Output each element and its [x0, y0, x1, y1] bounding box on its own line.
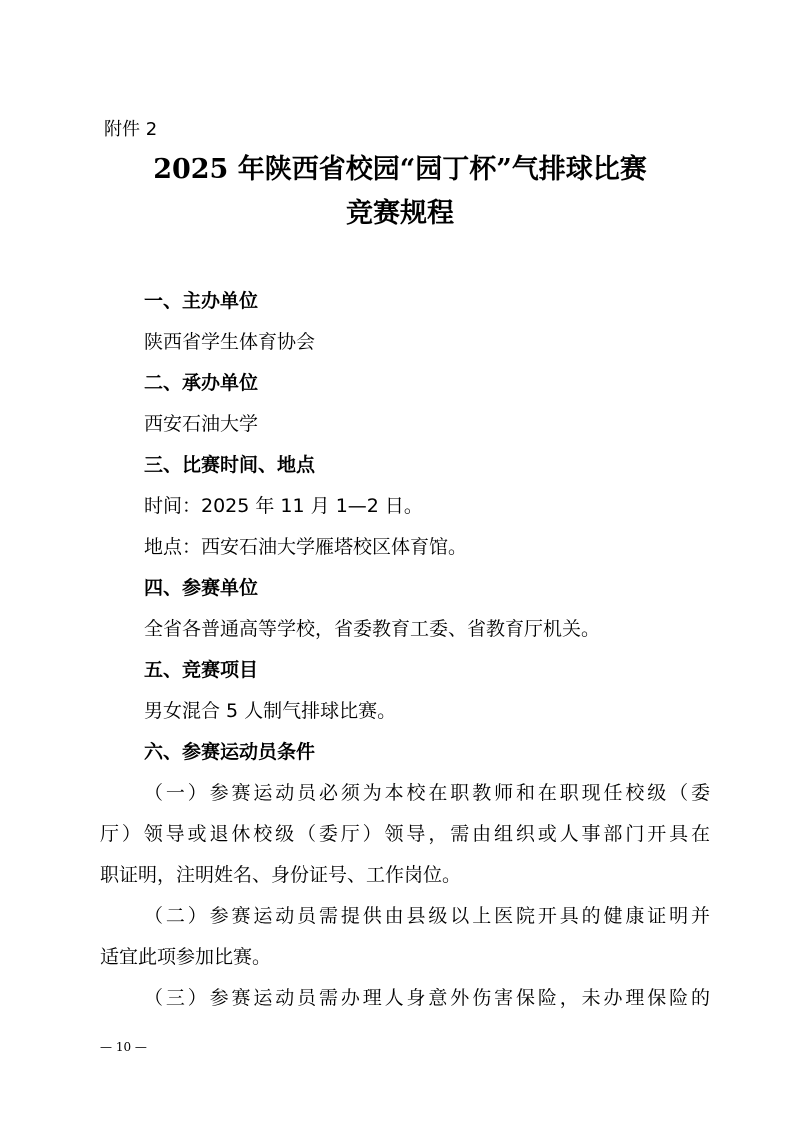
- attachment-label: 附件 2: [104, 119, 158, 140]
- section-text-participants: 全省各普通高等学校，省委教育工委、省教育厅机关。: [144, 618, 601, 640]
- condition-1-line-1: （一）参赛运动员必须为本校在职教师和在职现任校级（委: [144, 782, 710, 804]
- condition-1-line-3: 职证明，注明姓名、身份证号、工作岗位。: [100, 864, 462, 886]
- condition-1-line-2: 厅）领导或退休校级（委厅）领导，需由组织或人事部门开具在: [100, 823, 710, 845]
- document-body: [100, 281, 710, 1019]
- section-text-event: 男女混合 5 人制气排球比赛。: [144, 700, 397, 722]
- document-title-line-2: 竞赛规程: [346, 198, 454, 229]
- document-title-line-1: 2025 年陕西省校园“园丁杯”气排球比赛: [153, 154, 647, 185]
- condition-2-line-2: 适宜此项参加比赛。: [100, 946, 272, 968]
- section-heading-athlete-conditions: 六、参赛运动员条件: [144, 741, 316, 763]
- section-heading-host: 二、承办单位: [144, 372, 259, 394]
- section-text-host: 西安石油大学: [144, 413, 259, 435]
- section-heading-organizer: 一、主办单位: [144, 290, 259, 312]
- section-heading-participants: 四、参赛单位: [144, 577, 259, 599]
- section-text-time: 时间：2025 年 11 月 1—2 日。: [144, 495, 423, 517]
- page-number: — 10 —: [100, 1040, 147, 1054]
- section-text-place: 地点：西安石油大学雁塔校区体育馆。: [144, 536, 468, 558]
- condition-2-line-1: （二）参赛运动员需提供由县级以上医院开具的健康证明并: [144, 905, 710, 927]
- section-text-organizer: 陕西省学生体育协会: [144, 331, 316, 353]
- condition-3-line-1: （三）参赛运动员需办理人身意外伤害保险，未办理保险的: [144, 987, 710, 1009]
- section-heading-event: 五、竞赛项目: [144, 659, 259, 681]
- section-heading-time-place: 三、比赛时间、地点: [144, 454, 316, 476]
